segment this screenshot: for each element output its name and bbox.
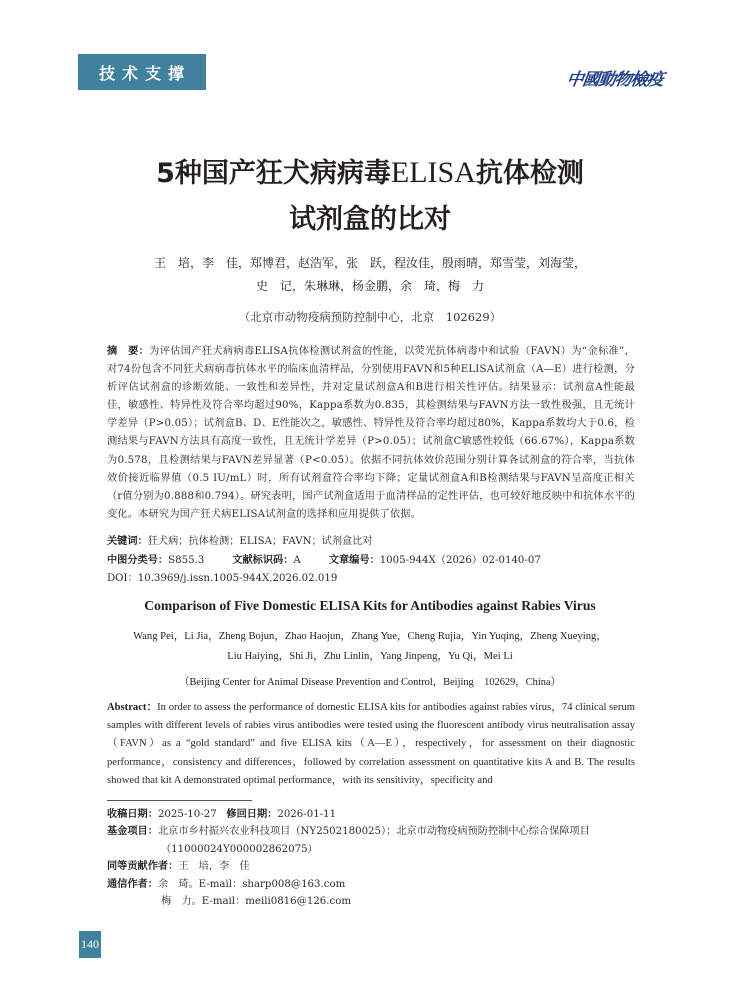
authors-en-line-2: Liu Haiying，Shi Ji，Zhu Linlin，Yang Jinpeng，Yu Qi，Mei Li: [227, 651, 513, 662]
doi-value[interactable]: 10.3969/j.issn.1005-944X.2026.02.019: [137, 573, 338, 584]
doc-code-label: 文献标识码：: [232, 555, 294, 566]
authors-cn-line-1: 王 培，李 佳，郑博君，赵浩军，张 跃，程汝佳，殷雨晴，郑雪莹，刘海莹，: [153, 256, 586, 270]
corresponding-line-1: [107, 876, 667, 893]
abstract-en-text: In order to assess the performance of domestic ELISA kits for antibodies against rabies virus，74 clinical serum samples with different levels of rabies virus antibodies were tested using the fluorescent antibody virus neutralisation assay（FAVN）as a “gold standard” and five ELISA kits（A—E），respectively，for assessment on their diagnostic performance，consistency and differences，followed by correlation assessment on quantitative kits A and B. The results showed that kit A demonstrated optimal performance，with its sensitivity，specificity and: [107, 702, 635, 786]
keywords-line: [107, 534, 647, 550]
fund-line: [107, 823, 667, 840]
article-no-label: 文章编号：: [328, 555, 380, 566]
abstract-en: [107, 699, 635, 790]
article-title-en: Comparison of Five Domestic ELISA Kits for Antibodies against Rabies Virus: [144, 598, 596, 613]
received-value: 2025-10-27: [157, 809, 217, 820]
section-label: 技术支撑: [78, 54, 206, 90]
abstract-cn: [107, 343, 635, 524]
keywords-label: 关键词：: [107, 536, 148, 547]
revised-label: 修回日期：: [226, 809, 278, 820]
abstract-cn-label: 摘 要：: [107, 346, 150, 357]
clc-value: S855.3: [168, 555, 205, 566]
classification-line: [107, 553, 647, 569]
corresponding-author-2[interactable]: 梅 力。E-mail：meili0816@126.com: [161, 896, 352, 908]
doc-code-value: A: [293, 555, 301, 566]
doi-label: DOI：: [107, 573, 138, 584]
abstract-cn-text: 为评估国产狂犬病病毒ELISA抗体检测试剂盒的性能，以荧光抗体病毒中和试验（FAVN）为“金标准”，对74份包含不同狂犬病病毒抗体水平的临床血清样品，分别使用FAVN和5种ELISA试剂盒（A—E）进行检测，分析评估试剂盒的诊断效能、一致性和差异性，并对定量试剂盒A和B进行相关性评估。结果显示：试剂盒A性能最佳，敏感性、特异性及符合率均超过90%，Kappa系数为0.835，其检测结果与FAVN方法一致性极强，且无统计学差异（P>0.05）；试剂盒B、D、E性能次之，敏感性、特异性及符合率均超过80%，Kappa系数均大于0.6，检测结果与FAVN方法具有高度一致性，且无统计学差异（P>0.05）；试剂盒C敏感性较低（66.67%），Kappa系数为0.578，且检测结果与FAVN差异显著（P<0.05）。依据不同抗体效价范围分别计算各试剂盒的符合率，当抗体效价接近临界值（0.5 IU/mL）时，所有试剂盒符合率均下降；定量试剂盒A和B检测结果与FAVN呈高度正相关（r值分别为0.888和0.794）。研究表明，国产试剂盒适用于血清样品的定性评估，也可较好地反映中和抗体水平的变化。本研究为国产狂犬病ELISA试剂盒的选择和应用提供了依据。: [107, 346, 635, 520]
corresponding-label: 通信作者：: [107, 878, 158, 890]
doi-line: [107, 571, 647, 587]
article-no-value: 1005-944X（2026）02-0140-07: [379, 555, 541, 566]
title-prefix: 5种国产狂犬病病毒: [156, 158, 391, 189]
corresponding-author-1[interactable]: 余 琦。E-mail：sharp008@163.com: [157, 878, 346, 890]
title-line-1: [100, 150, 640, 197]
journal-logo: 中國動物檢疫: [565, 69, 665, 90]
authors-cn-line-2: 史 记，朱琳琳，杨金鹏，余 琦，梅 力: [255, 279, 484, 293]
equal-contrib-label: 同等贡献作者：: [107, 861, 179, 873]
authors-en: [100, 627, 640, 667]
revised-value: 2026-01-11: [277, 809, 337, 820]
footnote-divider: [107, 800, 252, 801]
received-label: 收稿日期：: [107, 809, 158, 820]
fund-value-1: 北京市乡村振兴农业科技项目（NY2502180025）；北京市动物疫病预防控制中心综合保障项目: [157, 826, 590, 838]
equal-contrib-value: 王 培，李 佳: [178, 861, 250, 873]
title-line-2: 试剂盒的比对: [289, 204, 451, 235]
affiliation-cn: （北京市动物疫病预防控制中心，北京 102629）: [238, 310, 502, 324]
affiliation-en: （Beijing Center for Animal Disease Prevention and Control，Beijing 102629，China）: [179, 677, 561, 688]
abstract-en-label: Abstract：: [107, 702, 158, 713]
footnotes: [107, 806, 667, 910]
received-dates: [107, 806, 667, 823]
article-title-cn: [100, 150, 640, 243]
fund-label: 基金项目：: [107, 826, 158, 838]
clc-label: 中图分类号：: [107, 555, 169, 566]
authors-cn: [100, 252, 640, 298]
authors-en-line-1: Wang Pei，Li Jia，Zheng Bojun，Zhao Haojun，Zhang Yue，Cheng Rujia，Yin Yuqing，Zheng Xueying，: [133, 631, 607, 642]
title-latin: ELISA: [390, 156, 476, 189]
title-suffix: 抗体检测: [475, 158, 584, 189]
fund-line-2: （11000024Y000002862075）: [161, 843, 318, 855]
page-number: 140: [79, 931, 101, 958]
equal-contribution-line: [107, 858, 667, 875]
keywords-value: 狂犬病；抗体检测；ELISA；FAVN；试剂盒比对: [147, 536, 373, 547]
